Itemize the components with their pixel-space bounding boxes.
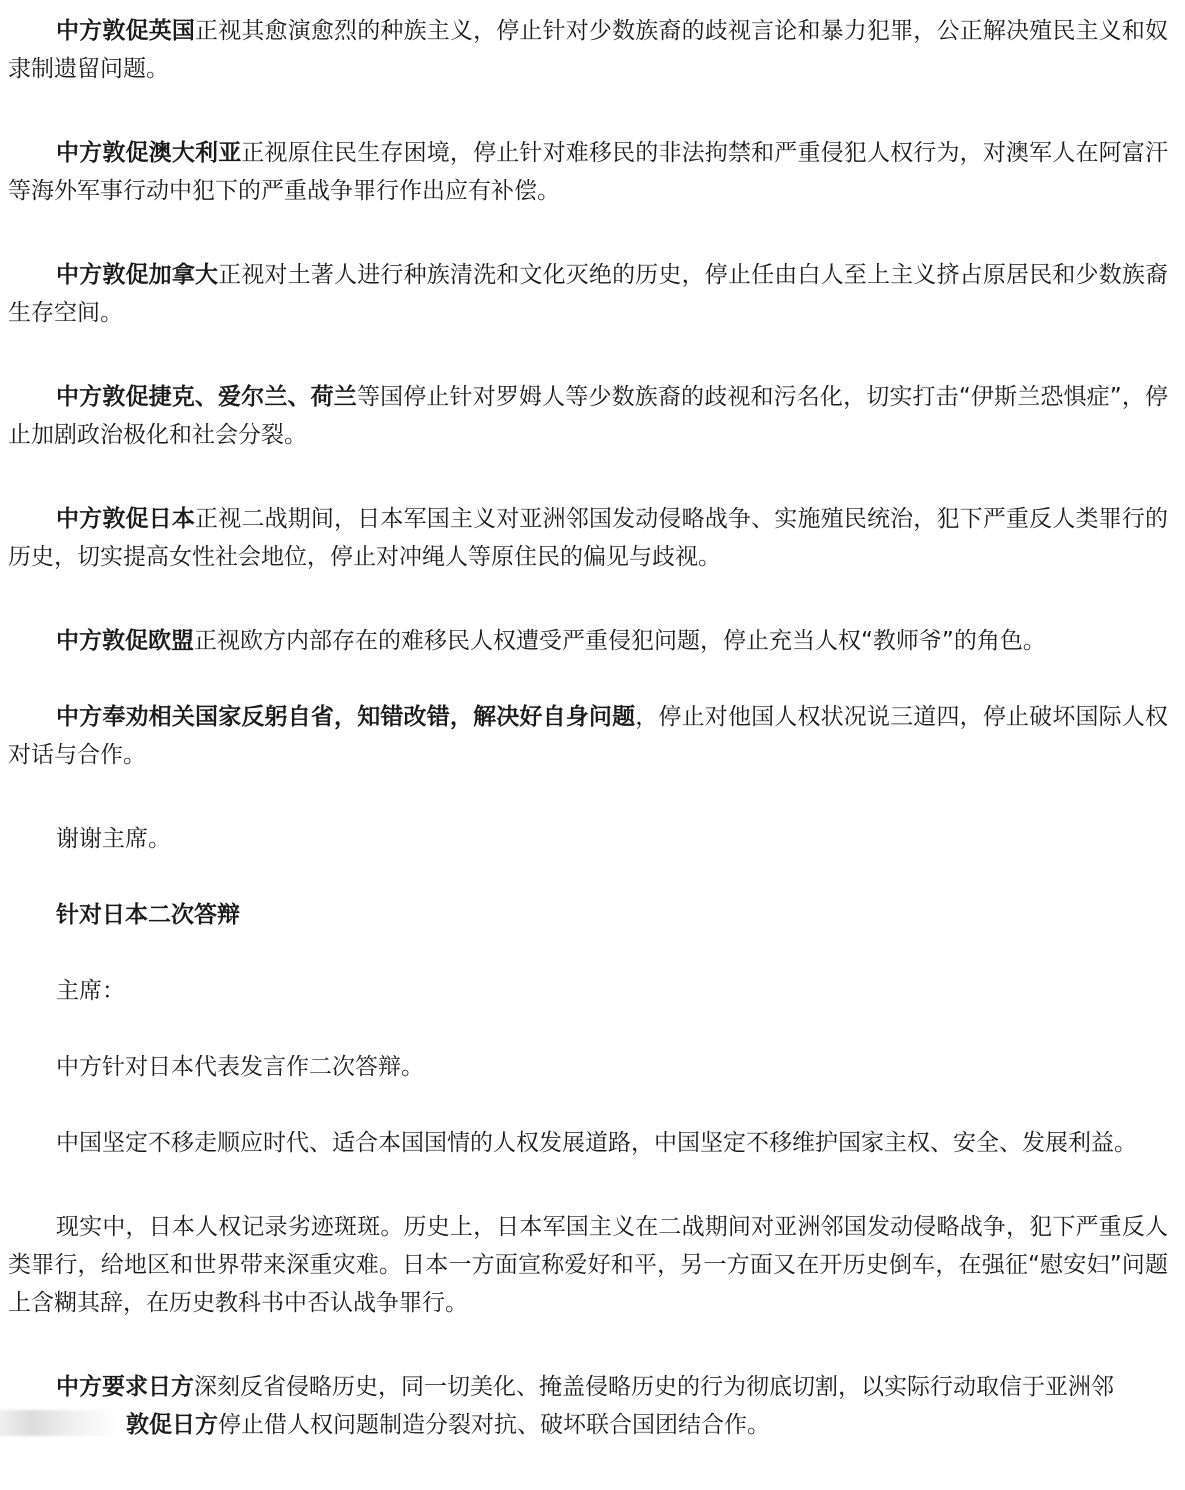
paragraph-uk: [8, 12, 1168, 88]
bold-lead: 中方敦促日本: [56, 506, 196, 532]
redacted-blur: [0, 1410, 118, 1436]
paragraph-text: 中国坚定不移走顺应时代、适合本国国情的人权发展道路，中国坚定不移维护国家主权、安全、发展利益。: [56, 1130, 1137, 1156]
section-heading: [8, 896, 1168, 934]
paragraph-text: 正视其愈演愈烈的种族主义，停止针对少数族裔的歧视言论和暴力犯罪，公正解决殖民主义和奴隶制遗留问题。: [8, 18, 1169, 82]
paragraph-advice: [8, 698, 1168, 774]
paragraph-text: 正视原住民生存困境，停止针对难移民的非法拘禁和严重侵犯人权行为，对澳军人在阿富汗等海外军事行动中犯下的严重战争罪行作出应有补偿。: [8, 140, 1169, 204]
paragraph-text: 谢谢主席。: [56, 826, 171, 852]
article-body: [8, 12, 1168, 1490]
paragraph-text: 深刻反省侵略历史，同一切美化、掩盖侵略历史的行为彻底切割，以实际行动取信于亚洲邻: [194, 1374, 1114, 1400]
paragraph-czech-ireland-netherlands: [8, 378, 1168, 454]
heading-text: 针对日本二次答辩: [56, 902, 240, 928]
bold-lead: 中方奉劝相关国家反躬自省，知错改错，解决好自身问题: [56, 704, 636, 730]
bold-lead: 中方敦促捷克、爱尔兰、荷兰: [56, 384, 357, 410]
paragraph-reply-intro: [8, 1048, 1168, 1086]
paragraph-text: 现实中，日本人权记录劣迹斑斑。历史上，日本军国主义在二战期间对亚洲邻国发动侵略战争，犯下严重反人类罪行，给地区和世界带来深重灾难。日本一方面宣称爱好和平，另一方面又在开历史倒车，在强征“慰安妇”问题上含糊其辞，在历史教科书中否认战争罪行。: [8, 1214, 1168, 1316]
paragraph-china-path: [8, 1124, 1168, 1162]
paragraph-text: 正视欧方内部存在的难移民人权遭受严重侵犯问题，停止充当人权“教师爷”的角色。: [194, 628, 1046, 654]
paragraph-text: 中方针对日本代表发言作二次答辩。: [56, 1054, 424, 1080]
paragraph-canada: [8, 256, 1168, 332]
paragraph-text: ，停止对他国人权状况说三道四，停止破坏国际人权对话与合作。: [8, 704, 1169, 768]
bold-lead: 中方敦促澳大利亚: [56, 140, 242, 166]
paragraph-text: 等国停止针对罗姆人等少数族裔的歧视和污名化，切实打击“伊斯兰恐惧症”，停止加剧政治极化和社会分裂。: [8, 384, 1169, 448]
paragraph-text: 正视对土著人进行种族清洗和文化灭绝的历史，停止任由白人至上主义挤占原居民和少数族裔生存空间。: [8, 262, 1169, 326]
paragraph-chair: [8, 972, 1168, 1010]
paragraph-text: 主席：: [56, 978, 125, 1004]
paragraph-australia: [8, 134, 1168, 210]
paragraph-text: 正视二战期间，日本军国主义对亚洲邻国发动侵略战争、实施殖民统治，犯下严重反人类罪行的历史，切实提高女性社会地位，停止对冲绳人等原住民的偏见与歧视。: [8, 506, 1169, 570]
bold-lead: 中方敦促英国: [56, 18, 196, 44]
paragraph-japan: [8, 500, 1168, 576]
paragraph-thanks: [8, 820, 1168, 858]
paragraph-japan-demand: [8, 1368, 1168, 1444]
bold-lead: 中方敦促加拿大: [56, 262, 219, 288]
paragraph-japan-record: [8, 1208, 1168, 1322]
bold-lead: 中方要求日方: [56, 1374, 194, 1400]
bold-lead: 中方敦促欧盟: [56, 628, 194, 654]
paragraph-text-2: 停止借人权问题制造分裂对抗、破坏联合国团结合作。: [218, 1412, 770, 1438]
bold-lead-2: 敦促日方: [126, 1412, 218, 1438]
paragraph-eu: [8, 622, 1168, 660]
